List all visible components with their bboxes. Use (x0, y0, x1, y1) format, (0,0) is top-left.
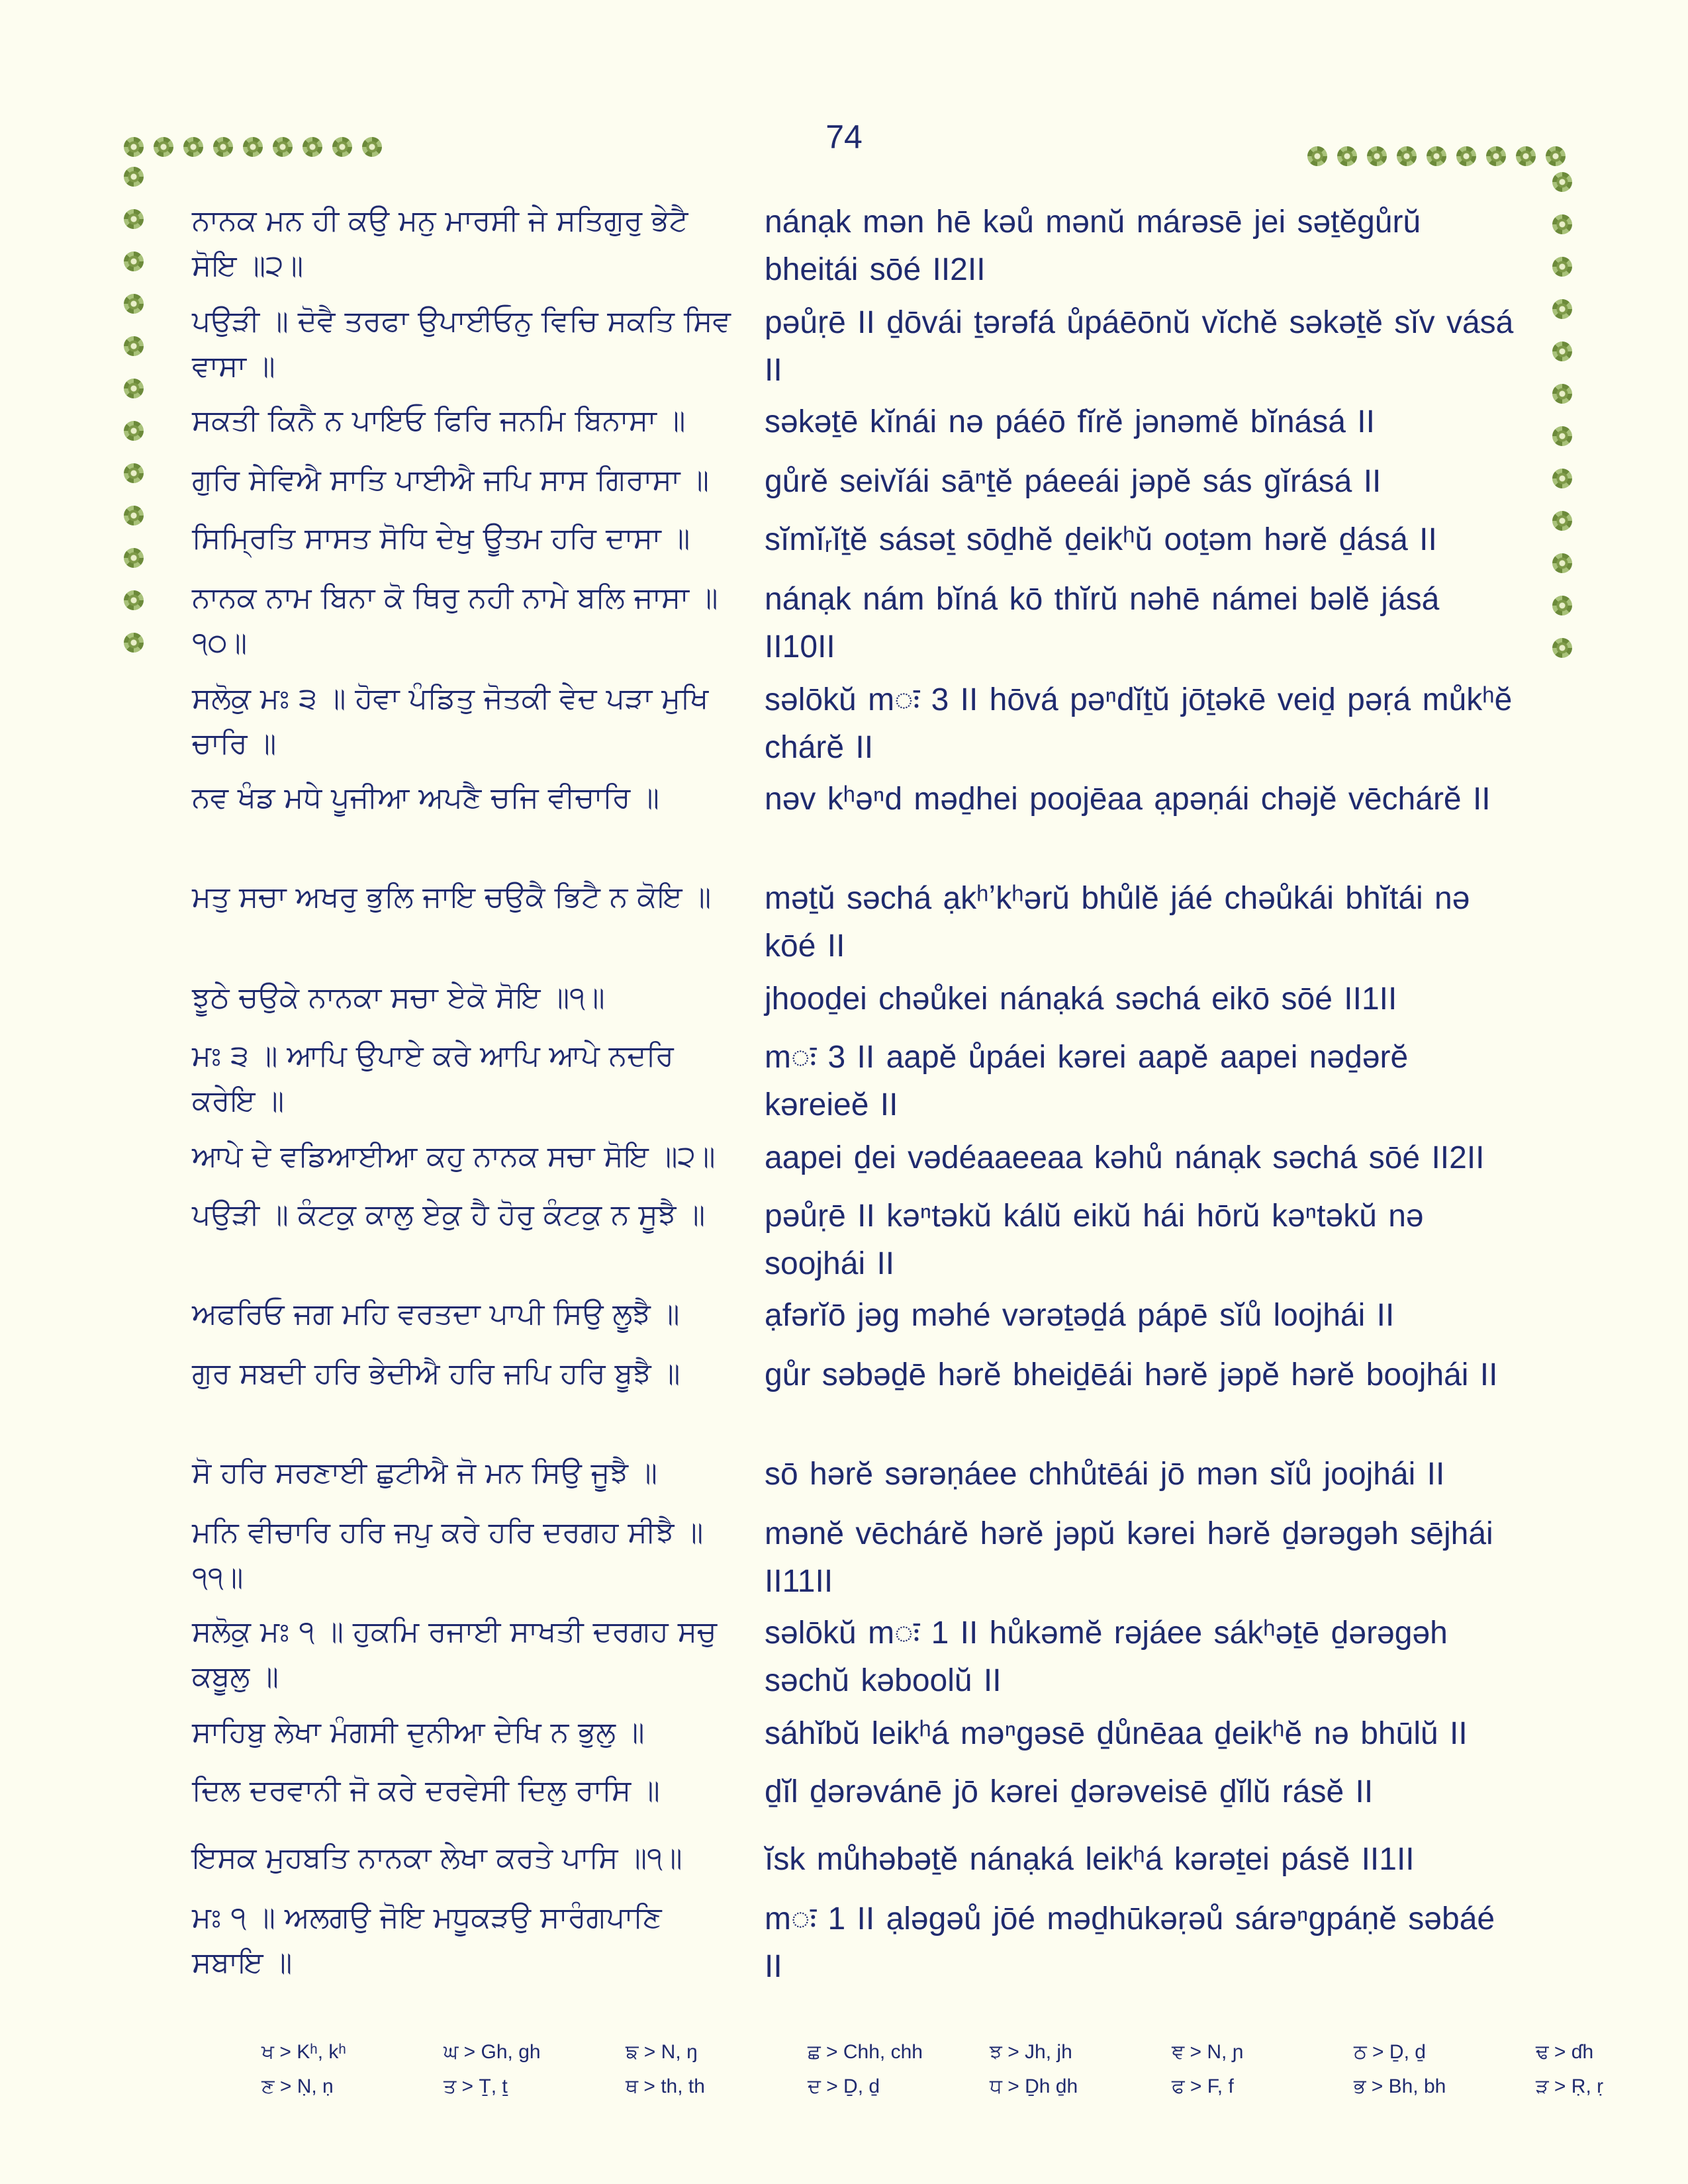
legend-item: ਖ > Kʰ, kʰ (261, 2041, 346, 2063)
gurmukhi-text: ਪਉੜੀ ॥ ਕੰਟਕੁ ਕਾਲੁ ਏਕੁ ਹੈ ਹੋਰੁ ਕੰਟਕੁ ਨ ਸੂਝੈ ॥ (192, 1198, 706, 1232)
transliteration-text: gůrĕ seivĭái sāⁿṯĕ páeeái jəpĕ sás gĭrásá II (765, 464, 1382, 499)
gurmukhi-text: ਇਸਕ ਮੁਹਬਤਿ ਨਾਨਕਾ ਲੇਖਾ ਕਰਤੇ ਪਾਸਿ ॥੧॥ (192, 1841, 682, 1875)
legend-item: ੜ > Ṛ, ṛ (1536, 2075, 1604, 2097)
transliteration-text: sĭmĭᵣĭṯĕ sásəṯ sōḏhĕ ḏeikʰŭ ooṯəm hərĕ ḏásá II (765, 522, 1437, 557)
legend-row (261, 2070, 1688, 2104)
gurmukhi-text: ਨਵ ਖੰਡ ਮਧੇ ਪੂਜੀਆ ਅਪਣੈ ਚਜਿ ਵੀਚਾਰਿ ॥ (192, 781, 659, 815)
gurmukhi-text: ਨਾਨਕ ਮਨ ਹੀ ਕਉ ਮਨੁ ਮਾਰਸੀ ਜੇ ਸਤਿਗੁਰੁ ਭੇਟੈ ਸੋਇ ॥੨॥ (192, 204, 688, 283)
transliteration-text: sō hərĕ sərəṇáee chhůtēái jō mən sĭů joojhái II (765, 1457, 1445, 1492)
transliteration-text: səlōkŭ mः 3 II hōvá pəⁿdĭṯŭ jōṯəkē veiḏ pəṛá můkʰĕ chárĕ II (765, 682, 1513, 765)
legend-row (261, 2035, 1688, 2070)
gurmukhi-text: ਗੁਰਿ ਸੇਵਿਐ ਸਾਤਿ ਪਾਈਐ ਜਪਿ ਸਾਸ ਗਿਰਾਸਾ ॥ (192, 463, 710, 497)
transliteration-text: aapei ḏei vədéaaeeaa kəhů nánạk səchá sōé II2II (765, 1140, 1485, 1175)
gurmukhi-text: ਝੂਠੇ ਚਉਕੇ ਨਾਨਕਾ ਸਚਾ ਏਕੋ ਸੋਇ ॥੧॥ (192, 981, 605, 1015)
legend-item: ਠ > Ḏ, ḏ (1354, 2041, 1426, 2063)
transliteration-text: ạfərĭō jəg məhé vərəṯəḏá pápē sĭů loojhái II (765, 1298, 1395, 1333)
legend-item: ਦ > Ḏ, ḏ (808, 2075, 880, 2097)
gurmukhi-text: ਦਿਲ ਦਰਵਾਨੀ ਜੋ ਕਰੇ ਦਰਵੇਸੀ ਦਿਲੁ ਰਾਸਿ ॥ (192, 1774, 660, 1807)
legend-item: ਛ > Chh, chh (808, 2041, 923, 2063)
transliteration-text: nánạk nám bĭná kō thĭrŭ nəhē námei bəlĕ jásá II10II (765, 582, 1440, 664)
transliteration-text: pəůṛē II ḏōvái ṯərəfá ůpáēōnŭ vĭchĕ səkəṯĕ sĭv vásá II (765, 305, 1514, 388)
transliteration-text: məṯŭ səchá ạkʰʼkʰərŭ bhůlĕ jáé chəůkái bhĭtái nə kōé II (765, 881, 1470, 964)
transliteration-text: nəv kʰəⁿd məḏhei poojēaa ạpəṇái chəjĕ vēchárĕ II (765, 782, 1491, 817)
page-number: 74 (825, 118, 863, 156)
gurmukhi-text: ਸੋ ਹਰਿ ਸਰਣਾਈ ਛੁਟੀਐ ਜੋ ਮਨ ਸਿਉ ਜੂਝੈ ॥ (192, 1456, 657, 1490)
transliteration-text: mः 3 II aapĕ ůpáei kərei aapĕ aapei nəḏərĕ kəreieĕ II (765, 1040, 1409, 1122)
transliteration-text: ḏĭl ḏərəvánē jō kərei ḏərəveisē ḏĭlŭ rásĕ II (765, 1774, 1374, 1809)
gurmukhi-text: ਅਫਰਿਓ ਜਗ ਮਹਿ ਵਰਤਦਾ ਪਾਪੀ ਸਿਉ ਲੂਝੈ ॥ (192, 1297, 680, 1331)
gurmukhi-text: ਸਕਤੀ ਕਿਨੈ ਨ ਪਾਇਓ ਫਿਰਿ ਜਨਮਿ ਬਿਨਾਸਾ ॥ (192, 404, 686, 437)
gurmukhi-text: ਮਨਿ ਵੀਚਾਰਿ ਹਰਿ ਜਪੁ ਕਰੇ ਹਰਿ ਦਰਗਹ ਸੀਝੈ ॥੧੧॥ (192, 1516, 704, 1594)
transliteration-text: nánạk mən hē kəů mənŭ márəsē jei səṯĕgůrŭ bheitái sōé II2II (765, 205, 1421, 287)
gurmukhi-text: ਸਿਮ੍ਰਿਤਿ ਸਾਸਤ ਸੋਧਿ ਦੇਖੁ ਊਤਮ ਹਰਿ ਦਾਸਾ ॥ (192, 522, 690, 555)
legend-item: ਤ > Ṯ, ṯ (444, 2075, 508, 2097)
transliteration-text: gůr səbəḏē hərĕ bheiḏēái hərĕ jəpĕ hərĕ boojhái II (765, 1357, 1498, 1392)
legend-item: ਫ > F, f (1172, 2075, 1234, 2097)
gurmukhi-text: ਸਲੋਕੁ ਮਃ ੩ ॥ ਹੋਵਾ ਪੰਡਿਤੁ ਜੋਤਕੀ ਵੇਦ ਪੜਾ ਮੁਖਿ ਚਾਰਿ ॥ (192, 682, 709, 760)
gurmukhi-text: ਗੁਰ ਸਬਦੀ ਹਰਿ ਭੇਦੀਐ ਹਰਿ ਜਪਿ ਹਰਿ ਬੂਝੈ ॥ (192, 1357, 680, 1390)
legend-item: ਢ > ɗh (1536, 2041, 1594, 2063)
gurmukhi-text: ਸਲੋਕੁ ਮਃ ੧ ॥ ਹੁਕਮਿ ਰਜਾਈ ਸਾਖਤੀ ਦਰਗਹ ਸਚੁ ਕਬੂਲੁ ॥ (192, 1615, 717, 1694)
legend-item: ਥ > th, th (626, 2075, 705, 2097)
gurmukhi-text: ਪਉੜੀ ॥ ਦੋਵੈ ਤਰਫਾ ਉਪਾਈਓਨੁ ਵਿਚਿ ਸਕਤਿ ਸਿਵ ਵਾਸਾ ॥ (192, 304, 731, 383)
transliteration-text: jhooḏei chəůkei nánạká səchá eikō sōé II1II (765, 981, 1397, 1017)
legend-item: ਙ > N, ŋ (626, 2041, 698, 2063)
gurmukhi-text: ਆਪੇ ਦੇ ਵਡਿਆਈਆ ਕਹੁ ਨਾਨਕ ਸਚਾ ਸੋਇ ॥੨॥ (192, 1140, 716, 1173)
legend-item: ਭ > Bh, bh (1354, 2075, 1446, 2097)
gurmukhi-text: ਨਾਨਕ ਨਾਮ ਬਿਨਾ ਕੋ ਥਿਰੁ ਨਹੀ ਨਾਮੇ ਬਲਿ ਜਾਸਾ ॥੧੦॥ (192, 581, 718, 660)
transliteration-text: mənĕ vēchárĕ hərĕ jəpŭ kərei hərĕ ḏərəgəh sējhái II11II (765, 1516, 1493, 1599)
gurmukhi-text: ਮਃ ੩ ॥ ਆਪਿ ਉਪਾਏ ਕਰੇ ਆਪਿ ਆਪੇ ਨਦਰਿ ਕਰੇਇ ॥ (192, 1039, 674, 1118)
legend-item: ਣ > Ṇ, ṇ (261, 2075, 334, 2097)
transliteration-text: sáhĭbŭ leikʰá məⁿgəsē ḏůnēaa ḏeikʰĕ nə bhūlŭ II (765, 1716, 1468, 1751)
transliteration-key (261, 2035, 1688, 2104)
gurmukhi-text: ਸਾਹਿਬੁ ਲੇਖਾ ਮੰਗਸੀ ਦੁਨੀਆ ਦੇਖਿ ਨ ਭੁਲੁ ॥ (192, 1715, 645, 1749)
transliteration-text: səkəṯē kĭnái nə páéō fĭrĕ jənəmĕ bĭnásá II (765, 404, 1375, 439)
legend-item: ਝ > Jh, jh (990, 2041, 1072, 2063)
gurmukhi-text: ਮਤੁ ਸਚਾ ਅਖਰੁ ਭੁਲਿ ਜਾਇ ਚਉਕੈ ਭਿਟੈ ਨ ਕੋਇ ॥ (192, 880, 712, 914)
transliteration-text: ĭsk můhəbəṯĕ nánạká leikʰá kərəṯei pásĕ II1II (765, 1842, 1415, 1877)
legend-item: ਞ > N, ɲ (1172, 2041, 1244, 2063)
transliteration-text: pəůṛē II kəⁿtəkŭ kálŭ eikŭ hái hōrŭ kəⁿtəkŭ nə soojhái II (765, 1199, 1424, 1281)
gurmukhi-text: ਮਃ ੧ ॥ ਅਲਗਉ ਜੋਇ ਮਧੂਕੜਉ ਸਾਰੰਗਪਾਣਿ ਸਬਾਇ ॥ (192, 1901, 662, 1979)
transliteration-text: mः 1 II ạləgəů jōé məḏhūkəṛəů sárəⁿgpáṇĕ səbáé II (765, 1901, 1495, 1984)
legend-item: ਧ > Ḏh ḏh (990, 2075, 1078, 2097)
transliteration-text: səlōkŭ mः 1 II hůkəmĕ rəjáee sákʰəṯē ḏərəgəh səchŭ kəboolŭ II (765, 1615, 1448, 1698)
legend-item: ਘ > Gh, gh (444, 2041, 541, 2063)
